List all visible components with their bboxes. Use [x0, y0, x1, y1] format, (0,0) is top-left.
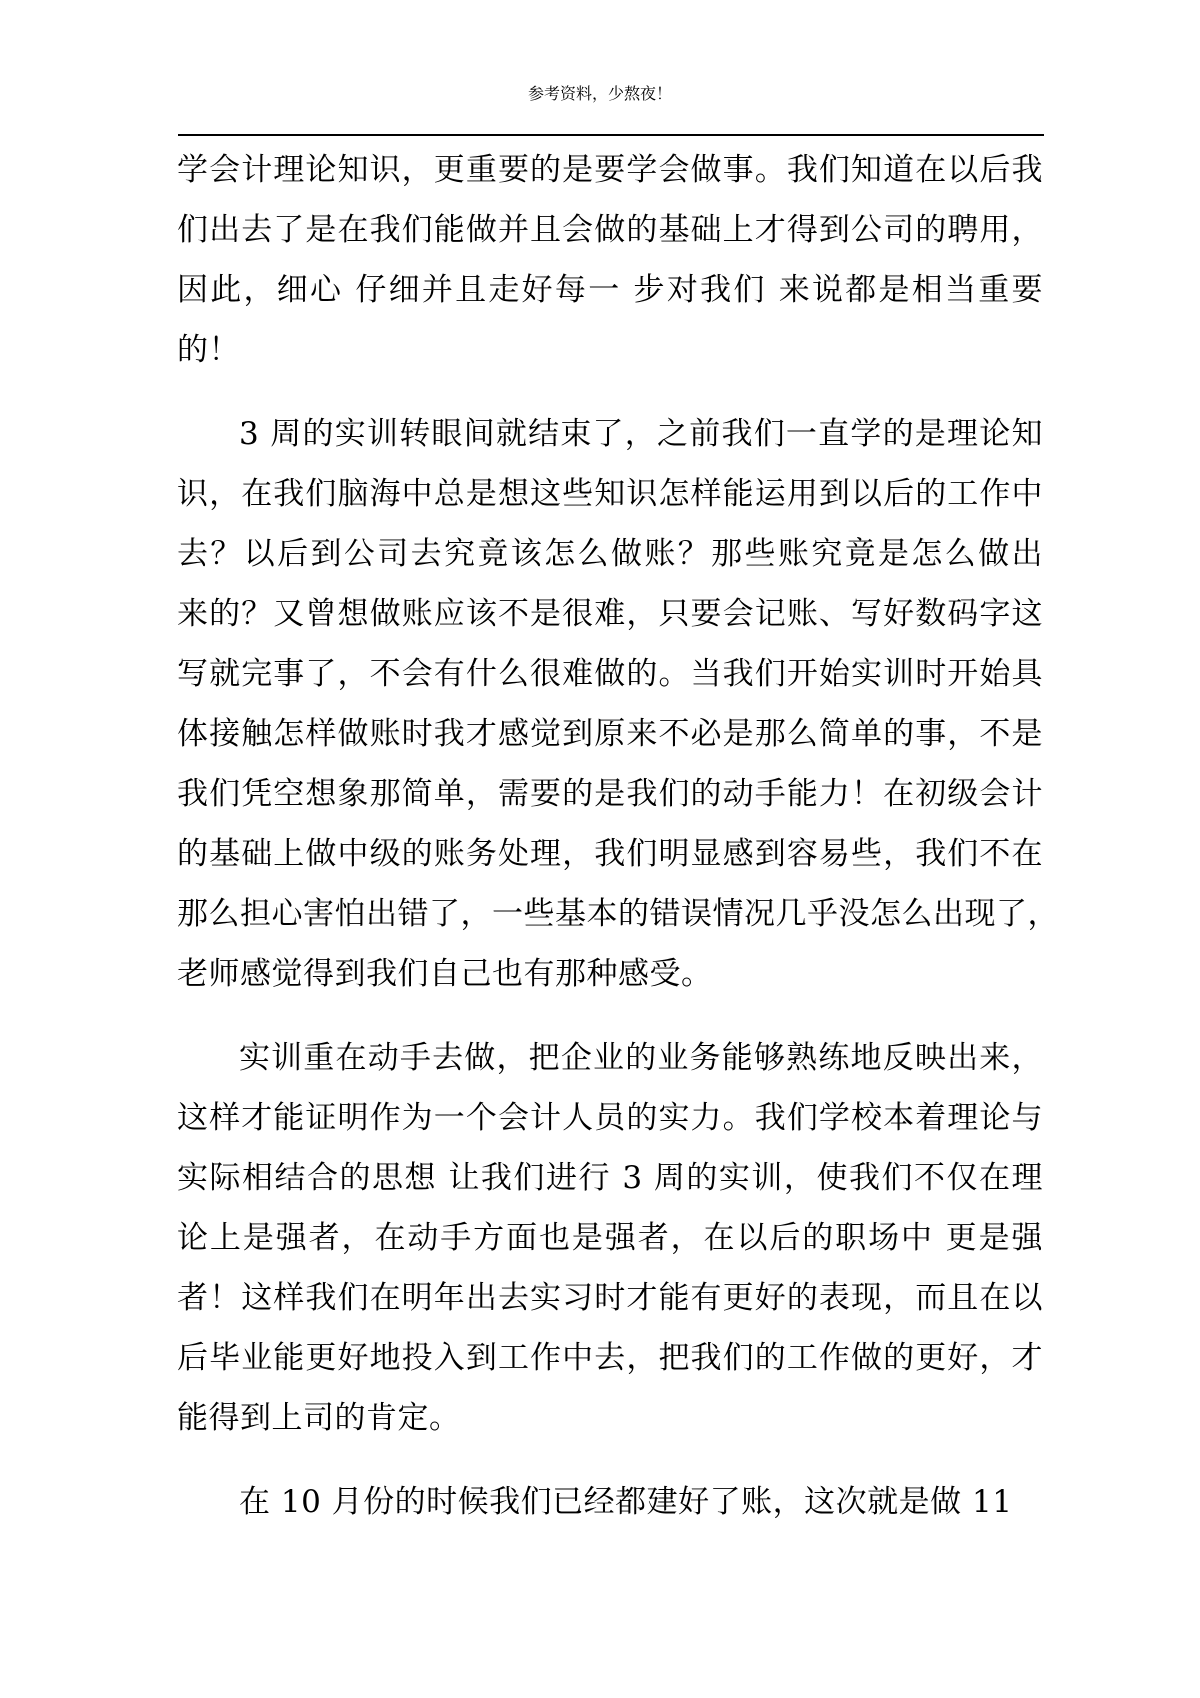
text-line: 的基础上做中级的账务处理，我们明显感到容易些，我们不在 — [177, 836, 1043, 872]
text-line: 者！这样我们在明年出去实习时才能有更好的表现，而且在以 — [177, 1280, 1043, 1316]
paragraph — [177, 1472, 1043, 1532]
text-line: 我们凭空想象那简单，需要的是我们的动手能力！在初级会计 — [177, 776, 1043, 812]
text-line: 来的？又曾想做账应该不是很难，只要会记账、写好数码字这 — [177, 596, 1043, 632]
text-line: 在 10 月份的时候我们已经都建好了账，这次就是做 11 — [239, 1484, 1013, 1520]
text-line: 实训重在动手去做，把企业的业务能够熟练地反映出来， — [239, 1040, 1043, 1076]
text-line: 论上是强者，在动手方面也是强者，在以后的职场中 更是强 — [177, 1220, 1043, 1256]
text-line: 写就完事了，不会有什么很难做的。当我们开始实训时开始具 — [177, 656, 1043, 692]
text-line: 老师感觉得到我们自己也有那种感受。 — [177, 956, 713, 992]
text-line: 因此，细心 仔细并且走好每一 步对我们 来说都是相当重要 — [177, 272, 1043, 308]
text-line: 后毕业能更好地投入到工作中去，把我们的工作做的更好，才 — [177, 1340, 1043, 1376]
header-divider — [178, 134, 1044, 136]
paragraph — [177, 1028, 1043, 1448]
text-line: 识，在我们脑海中总是想这些知识怎样能运用到以后的工作中 — [177, 476, 1043, 512]
text-line: 学会计理论知识，更重要的是要学会做事。我们知道在以后我 — [177, 152, 1043, 188]
text-line: 体接触怎样做账时我才感觉到原来不必是那么简单的事，不是 — [177, 716, 1043, 752]
text-line: 实际相结合的思想 让我们进行 3 周的实训，使我们不仅在理 — [177, 1160, 1043, 1196]
text-line: 去？以后到公司去究竟该怎么做账？那些账究竟是怎么做出 — [177, 536, 1043, 572]
paragraph — [177, 404, 1059, 1004]
document-body — [177, 140, 1059, 1532]
text-line: 的！ — [177, 332, 240, 368]
text-line: 3 周的实训转眼间就结束了，之前我们一直学的是理论知 — [239, 416, 1043, 452]
page-header: 参考资料，少熬夜！ — [527, 84, 672, 103]
text-line: 这样才能证明作为一个会计人员的实力。我们学校本着理论与 — [177, 1100, 1043, 1136]
text-line: 们出去了是在我们能做并且会做的基础上才得到公司的聘用， — [177, 212, 1043, 248]
text-line: 那么担心害怕出错了，一些基本的错误情况几乎没怎么出现了， — [177, 896, 1059, 932]
paragraph — [177, 140, 1043, 380]
text-line: 能得到上司的肯定。 — [177, 1400, 461, 1436]
